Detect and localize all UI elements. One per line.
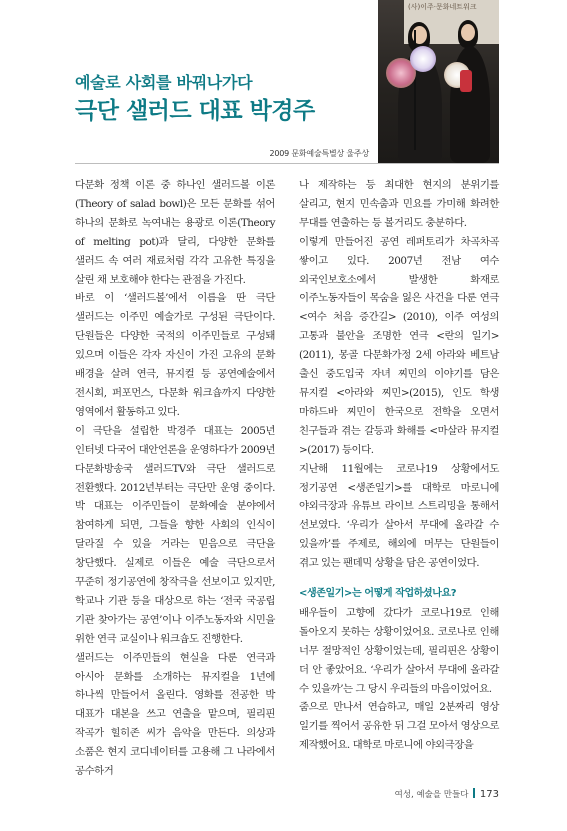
left-column xyxy=(75,176,275,781)
page-footer xyxy=(395,788,499,800)
interview-question-heading: <생존일기>는 어떻게 작업하셨나요? xyxy=(299,588,457,600)
photo-backdrop-text: (사)이주·문화네트워크 xyxy=(408,3,477,11)
award-certificate xyxy=(460,70,472,92)
article-subtitle: 예술로 사회를 바꿔나가다 xyxy=(75,73,253,92)
footer-separator xyxy=(473,788,475,798)
bouquet-left-2 xyxy=(410,46,436,72)
body-paragraph: 이 극단을 설립한 박경주 대표는 2005년 인터넷 다국어 대안언론을 운영하다가 2009년 다문화방송국 샐러드TV와 극단 샐러드로 전환했다. 2012년부터는 극단만 운영 중이다. 박 대표는 이주민들이 문화예술 분야에서 참여하게 되면, 그들을 향한 사회의 인식이 달라질 수 있을 거라는 믿음으로 극단을 창단했다. 실제로 이들은 예술 극단으로서 꾸준히 정기공연에 창작극을 선보이고 있지만, 학교나 기관 등을 대상으로 하는 ‘전국 국공립 기관 찾아가는 공연’이나 이주노동자와 시민을 위한 연극 교실이나 워크숍도 진행한다. xyxy=(75,424,275,645)
person-right-head xyxy=(461,24,475,41)
interview-answer-paragraph: 줌으로 만나서 연습하고, 매일 2분짜리 영상 일기를 찍어서 공유한 뒤 그걸 모아서 영상으로 제작했어요. 대학로 마로니에 야외극장을 xyxy=(299,701,499,752)
award-photo xyxy=(378,0,499,163)
header-divider xyxy=(75,163,499,164)
right-column xyxy=(299,176,499,755)
page-number: 173 xyxy=(479,789,499,800)
interview-answer-paragraph: 배우들이 고향에 갔다가 코로나19로 인해 돌아오지 못하는 상황이었어요. 코로나로 인해 너무 절망적인 상황이었는데, 필리핀은 상황이 더 안 좋았어요. ‘우리가 살아서 무대에 올라갈 수 있을까’는 그 당시 우리들의 마음이었어요. xyxy=(299,606,499,695)
photo-caption: 2009 문화예술특별상 울주상 xyxy=(269,149,369,158)
article-title: 극단 샐러드 대표 박경주 xyxy=(75,98,315,124)
body-paragraph: 이렇게 만들어진 공연 레퍼토리가 차곡차곡 쌓이고 있다. 2007년 전남 여수 외국인보호소에서 발생한 화재로 이주노동자들이 목숨을 잃은 사건을 다룬 연극 <여수 처음 증간길> (2010), 이주 여성의 고통과 불안을 조명한 연극 <란의 일기>(2011), 몽골 다문화가정 2세 아라와 베트남 출신 중도입국 자녀 찌민의 이야기를 담은 뮤지컬 <아라와 찌민>(2015), 인도 학생 마하드바 찌민이 한국으로 전학을 오면서 친구들과 겪는 갈등과 화해를 <마살라 뮤지컬>(2017) 등이다. xyxy=(299,235,499,456)
body-paragraph: 지난해 11월에는 코로나19 상황에서도 정기공연 <생존일기>를 대학로 마로니에 야외극장과 유튜브 라이브 스트리밍을 통해서 선보였다. ‘우리가 살아서 무대에 올라갈 수 있을까’를 주제로, 해외에 머무는 단원들이 겪고 있는 팬데믹 상황을 담은 공연이었다. xyxy=(299,462,499,570)
body-paragraph: 바로 이 ‘샐러드볼’에서 이름을 딴 극단 샐러드는 이주민 예술가로 구성된 극단이다. 단원들은 다양한 국적의 이주민들로 구성돼 있으며 이들은 각자 자신이 가진 고유의 문화 배경을 살려 연극, 뮤지컬 등 공연예술에서 전시회, 퍼포먼스, 다문화 워크숍까지 다양한 영역에서 활동하고 있다. xyxy=(75,292,275,418)
body-paragraph: 나 제작하는 등 최대한 현지의 분위기를 살리고, 현지 민속춤과 민요를 가미해 화려한 무대를 연출하는 등 볼거리도 충분하다. xyxy=(299,179,499,229)
body-paragraph: 다문화 정책 이론 중 하나인 샐러드볼 이론(Theory of salad bowl)은 모든 문화를 섞어 하나의 문화로 녹여내는 용광로 이론(Theory of melting pot)과 달리, 다양한 문화를 샐러드 속 여러 재료처럼 각각 고유한 특징을 살린 채 보호해야 한다는 관점을 가진다. xyxy=(75,179,275,286)
footer-section-label: 여성, 예술을 만들다 xyxy=(394,790,469,800)
body-paragraph: 샐러드는 이주민들의 현실을 다룬 연극과 아시아 문화를 소개하는 뮤지컬을 1년에 하나씩 만들어서 올린다. 영화를 전공한 박 대표가 대본을 쓰고 연출을 맡으며, 필리핀 작곡가 힐히존 씨가 음악을 만든다. 의상과 소품은 현지 코디네이터를 고용해 그 나라에서 공수하거 xyxy=(75,651,275,778)
